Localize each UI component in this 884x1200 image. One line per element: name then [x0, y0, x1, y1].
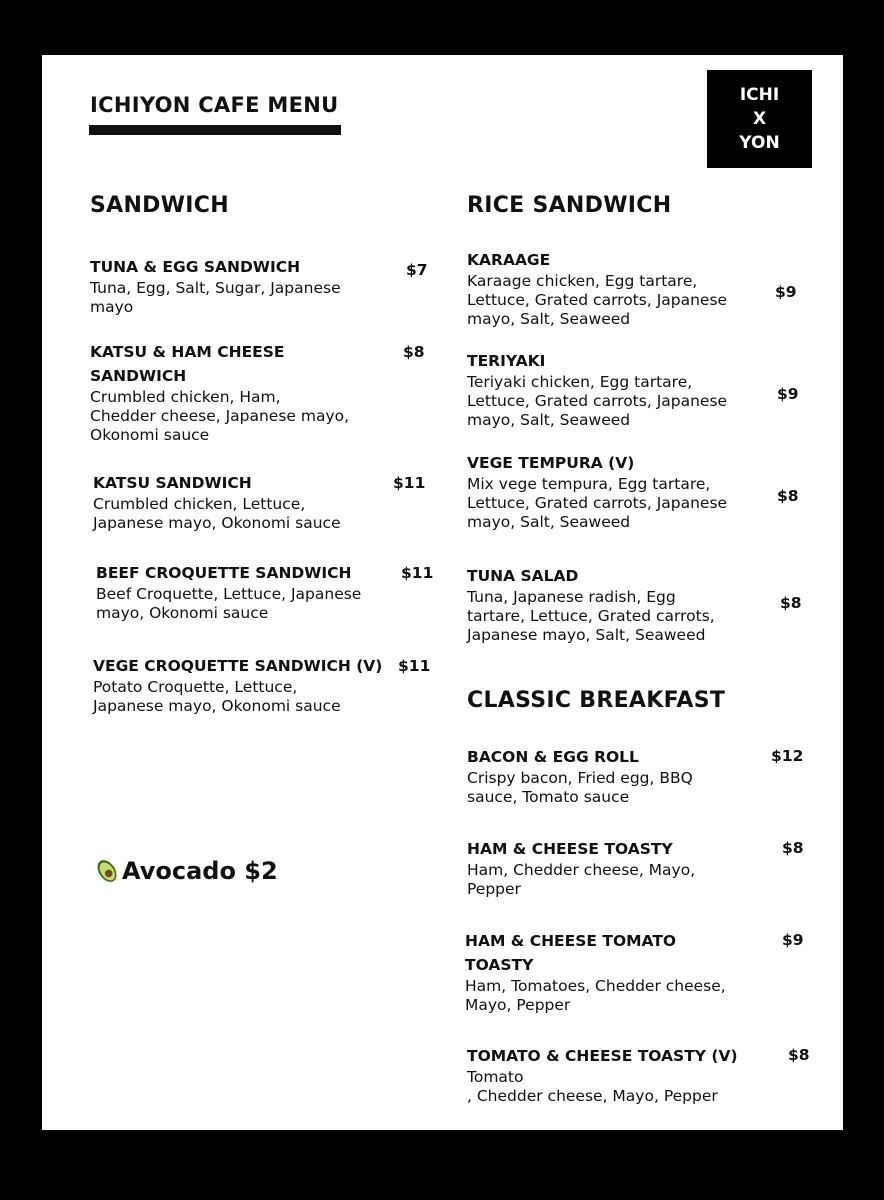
item-name: VEGE CROQUETTE SANDWICH (V): [93, 657, 383, 675]
item-desc: tartare, Lettuce, Grated carrots,: [467, 607, 715, 625]
menu-title: ICHIYON CAFE MENU: [90, 93, 339, 117]
item-desc: Mix vege tempura, Egg tartare,: [467, 475, 711, 493]
item-desc: Beef Croquette, Lettuce, Japanese: [96, 585, 362, 603]
item-desc: mayo, Salt, Seaweed: [467, 411, 631, 429]
item-desc: Japanese mayo, Okonomi sauce: [93, 697, 341, 715]
menu-item-tuna-egg-sandwich: [90, 255, 341, 317]
item-name: KARAAGE: [467, 251, 551, 269]
item-price: $8: [780, 594, 802, 612]
item-desc: Okonomi sauce: [90, 426, 210, 444]
item-desc: Lettuce, Grated carrots, Japanese: [467, 392, 728, 410]
item-price: $8: [782, 839, 804, 857]
item-desc: mayo, Okonomi sauce: [96, 604, 269, 622]
section-title-classic-breakfast: CLASSIC BREAKFAST: [467, 688, 726, 713]
item-desc: Japanese mayo, Okonomi sauce: [93, 514, 341, 532]
item-desc: mayo: [90, 298, 134, 316]
item-desc: mayo, Salt, Seaweed: [467, 310, 631, 328]
item-name: BEEF CROQUETTE SANDWICH: [96, 564, 352, 582]
item-desc: Potato Croquette, Lettuce,: [93, 678, 298, 696]
item-desc: Lettuce, Grated carrots, Japanese: [467, 291, 728, 309]
item-name: TOASTY: [465, 956, 534, 974]
menu-item-katsu-ham-cheese-sandwich: [90, 340, 349, 445]
item-price: $12: [771, 747, 804, 765]
menu-item-tuna-salad: [467, 564, 715, 645]
item-price: $8: [777, 487, 799, 505]
menu-item-teriyaki: [467, 349, 727, 430]
item-price: $11: [393, 474, 426, 492]
item-price: $7: [406, 261, 428, 279]
item-desc: , Chedder cheese, Mayo, Pepper: [467, 1087, 718, 1105]
item-name: TUNA & EGG SANDWICH: [90, 258, 301, 276]
item-name: TERIYAKI: [467, 352, 546, 370]
item-price: $8: [788, 1046, 810, 1064]
item-desc: Ham, Tomatoes, Chedder cheese,: [465, 977, 726, 995]
menu-item-ham-cheese-tomato-toasty: [465, 929, 726, 1015]
item-desc: Lettuce, Grated carrots, Japanese: [467, 494, 728, 512]
item-desc: Tuna, Egg, Salt, Sugar, Japanese: [90, 279, 341, 297]
item-name: HAM & CHEESE TOASTY: [467, 840, 673, 858]
menu-item-beef-croquette-sandwich: [96, 561, 361, 623]
item-price: $9: [777, 385, 799, 403]
item-price: $9: [775, 283, 797, 301]
item-desc: Japanese mayo, Salt, Seaweed: [467, 626, 706, 644]
title-underline: [89, 125, 341, 135]
item-price: $8: [403, 343, 425, 361]
avocado-icon: [94, 858, 120, 884]
item-desc: Crumbled chicken, Ham,: [90, 388, 281, 406]
logo: [707, 70, 812, 168]
item-name: TUNA SALAD: [467, 567, 579, 585]
section-title-rice-sandwich: RICE SANDWICH: [467, 193, 672, 218]
item-desc: Pepper: [467, 880, 521, 898]
item-name: VEGE TEMPURA (V): [467, 454, 635, 472]
menu-item-vege-tempura: [467, 451, 727, 532]
item-desc: Tomato: [467, 1068, 524, 1086]
item-desc: Chedder cheese, Japanese mayo,: [90, 407, 350, 425]
addon-avocado: [94, 857, 278, 885]
item-price: $9: [782, 931, 804, 949]
item-desc: Karaage chicken, Egg tartare,: [467, 272, 698, 290]
item-price: $11: [398, 657, 431, 675]
item-desc: Teriyaki chicken, Egg tartare,: [467, 373, 693, 391]
menu-item-vege-croquette-sandwich: [93, 654, 382, 716]
item-desc: sauce, Tomato sauce: [467, 788, 630, 806]
item-name: SANDWICH: [90, 367, 187, 385]
menu-item-tomato-cheese-toasty: [467, 1044, 738, 1106]
item-name: HAM & CHEESE TOMATO: [465, 932, 677, 950]
menu-item-ham-cheese-toasty: [467, 837, 695, 899]
item-desc: Tuna, Japanese radish, Egg: [467, 588, 676, 606]
logo-line-1: ICHI: [739, 85, 780, 105]
item-name: TOMATO & CHEESE TOASTY (V): [467, 1047, 738, 1065]
menu-item-bacon-egg-roll: [467, 745, 693, 807]
item-desc: Crispy bacon, Fried egg, BBQ: [467, 769, 693, 787]
item-name: KATSU SANDWICH: [93, 474, 252, 492]
logo-line-3: YON: [739, 133, 780, 153]
item-desc: Crumbled chicken, Lettuce,: [93, 495, 306, 513]
menu-item-katsu-sandwich: [93, 471, 341, 533]
item-name: BACON & EGG ROLL: [467, 748, 639, 766]
logo-line-2: X: [752, 109, 767, 129]
menu-item-karaage: [467, 248, 727, 329]
item-desc: Mayo, Pepper: [465, 996, 571, 1014]
item-desc: mayo, Salt, Seaweed: [467, 513, 631, 531]
item-price: $11: [401, 564, 434, 582]
item-name: KATSU & HAM CHEESE: [90, 343, 285, 361]
item-desc: Ham, Chedder cheese, Mayo,: [467, 861, 696, 879]
section-title-sandwich: SANDWICH: [90, 193, 229, 218]
addon-text: Avocado $2: [122, 857, 278, 885]
menu-page: [42, 55, 843, 1130]
